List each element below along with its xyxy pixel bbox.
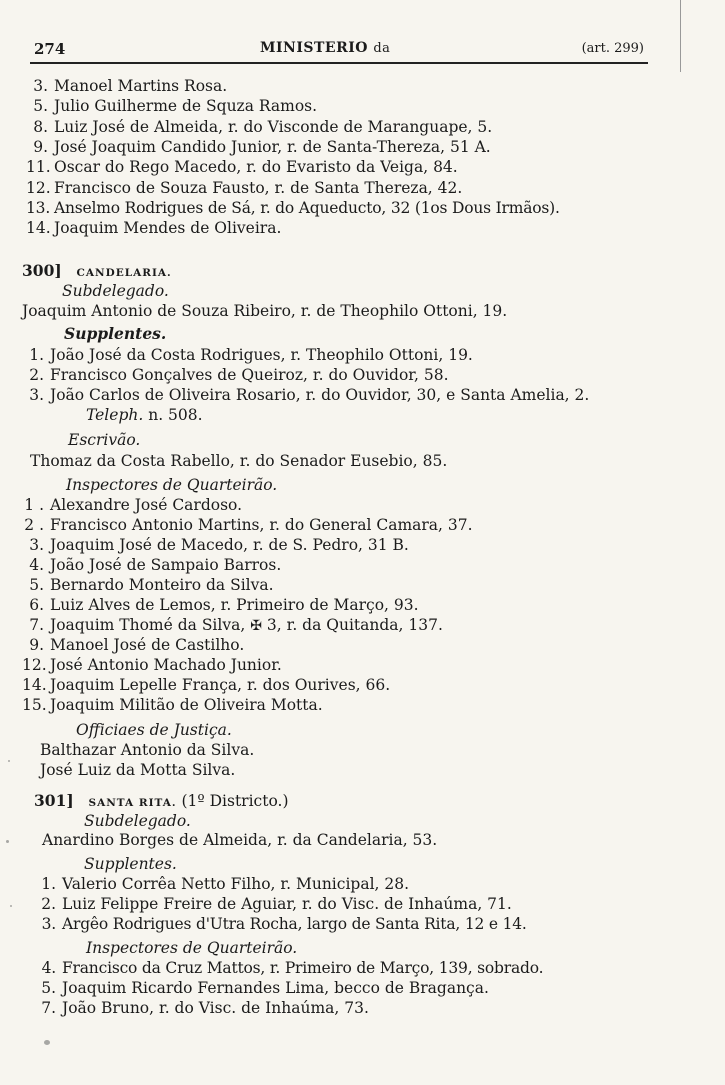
- item-number: 7.: [29, 616, 44, 634]
- district-label: (1º Districto.): [181, 792, 289, 810]
- subdelegado-heading: Subdelegado.: [62, 282, 169, 300]
- item-number: 12.: [26, 179, 51, 197]
- item-number: 13.: [26, 199, 51, 217]
- list-item: [34, 978, 489, 998]
- item-text: Bernardo Monteiro da Silva.: [50, 576, 274, 594]
- item-text: Francisco de Souza Fausto, r. de Santa Thereza, 42.: [54, 179, 463, 197]
- item-text: Joaquim Ricardo Fernandes Lima, becco de Bragança.: [62, 979, 489, 997]
- item-text-continued: 3, r. da Quitanda, 137.: [266, 616, 443, 634]
- section-number: 300]: [22, 261, 62, 280]
- item-number: 14.: [22, 676, 47, 694]
- item-text: Luiz Alves de Lemos, r. Primeiro de Março, 93.: [50, 596, 419, 614]
- item-text: Julio Guilherme de Squza Ramos.: [54, 97, 318, 115]
- telephone-number: n. 508.: [148, 406, 203, 424]
- item-number: 1.: [41, 875, 56, 893]
- article-reference: (art. 299): [581, 41, 644, 56]
- item-number: 9.: [29, 636, 44, 654]
- list-item: [22, 635, 244, 655]
- list-item: [26, 157, 458, 177]
- item-number: 5.: [33, 97, 48, 115]
- item-text: Francisco Gonçalves de Queiroz, r. do Ouvidor, 58.: [50, 366, 449, 384]
- subdelegado-name: Joaquim Antonio de Souza Ribeiro, r. de Theophilo Ottoni, 19.: [22, 302, 508, 320]
- list-item: [22, 655, 282, 675]
- subdelegado-name: Anardino Borges de Almeida, r. da Candelaria, 53.: [42, 831, 438, 849]
- list-item: [26, 178, 462, 198]
- item-text: José Joaquim Candido Junior, r. de Santa-Thereza, 51 A.: [54, 138, 491, 156]
- item-number: 15.: [22, 696, 47, 714]
- item-text: Manoel Martins Rosa.: [54, 77, 228, 95]
- item-text: José Antonio Machado Junior.: [50, 656, 282, 674]
- running-title-small: da: [373, 41, 391, 56]
- item-number: 4.: [29, 556, 44, 574]
- inspectores-heading: Inspectores de Quarteirão.: [86, 939, 298, 957]
- item-number: 5.: [29, 576, 44, 594]
- item-number: 2 .: [24, 516, 44, 534]
- item-text: João José de Sampaio Barros.: [50, 556, 282, 574]
- list-item: [26, 137, 491, 157]
- list-item: [22, 495, 242, 515]
- page-number: 274: [34, 40, 66, 58]
- item-number: 3.: [29, 536, 44, 554]
- item-number: 8.: [33, 118, 48, 136]
- list-item: [22, 555, 281, 575]
- item-number: 3.: [29, 386, 44, 404]
- item-text: Joaquim Mendes de Oliveira.: [54, 219, 282, 237]
- section-heading: [22, 261, 172, 283]
- subdelegado-heading: Subdelegado.: [84, 812, 191, 830]
- page-speck: [6, 840, 9, 843]
- telephone-line: [86, 405, 203, 425]
- running-title-text: MINISTERIO: [260, 40, 368, 56]
- running-title: [260, 40, 390, 56]
- item-number: 1.: [29, 346, 44, 364]
- item-number: 2.: [41, 895, 56, 913]
- officiaes-heading: Officiaes de Justiça.: [76, 721, 232, 739]
- item-number: 12.: [22, 656, 47, 674]
- item-text: Joaquim Thomé da Silva,: [50, 616, 246, 634]
- list-item: [22, 385, 589, 405]
- item-number: 2.: [29, 366, 44, 384]
- list-item: [34, 958, 543, 978]
- maltese-cross-icon: ✠: [250, 618, 262, 634]
- list-item: [34, 894, 512, 914]
- list-item: [22, 675, 390, 695]
- item-text: Francisco da Cruz Mattos, r. Primeiro de Março, 139, sobrado.: [62, 959, 544, 977]
- item-text: Luiz Felippe Freire de Aguiar, r. do Visc. de Inhaúma, 71.: [62, 895, 512, 913]
- page-speck: [10, 905, 12, 907]
- item-text: Joaquim Lepelle França, r. dos Ourives, 66.: [50, 676, 391, 694]
- page-speck: [8, 760, 10, 762]
- item-text: João José da Costa Rodrigues, r. Theophilo Ottoni, 19.: [50, 346, 473, 364]
- item-text: Anselmo Rodrigues de Sá, r. do Aqueducto, 32 (1os Dous Irmãos).: [54, 199, 560, 217]
- list-item: [34, 998, 369, 1018]
- list-item: [22, 695, 323, 715]
- item-text: Manoel José de Castilho.: [50, 636, 245, 654]
- item-text: Joaquim Militão de Oliveira Motta.: [50, 696, 323, 714]
- item-number: 1 .: [24, 496, 44, 514]
- list-item: [34, 874, 409, 894]
- item-number: 14.: [26, 219, 51, 237]
- item-number: 9.: [33, 138, 48, 156]
- list-item: [22, 365, 449, 385]
- list-item: [22, 515, 473, 535]
- section-number: 301]: [34, 791, 74, 810]
- item-text: Argêo Rodrigues d'Utra Rocha, largo de Santa Rita, 12 e 14.: [62, 915, 527, 933]
- officiaes-name: José Luiz da Motta Silva.: [40, 761, 236, 779]
- item-number: 5.: [41, 979, 56, 997]
- list-item: [26, 76, 227, 96]
- item-number: 4.: [41, 959, 56, 977]
- supplentes-heading: Supplentes.: [64, 324, 167, 343]
- item-text: Alexandre José Cardoso.: [50, 496, 243, 514]
- page-speck: [44, 1040, 50, 1045]
- list-item: [22, 575, 274, 595]
- supplentes-heading: Supplentes.: [84, 855, 177, 873]
- list-item: [26, 96, 317, 116]
- list-item: [26, 117, 492, 137]
- list-item: [22, 535, 409, 555]
- section-name: SANTA RITA.: [88, 797, 177, 809]
- item-text: João Carlos de Oliveira Rosario, r. do Ouvidor, 30, e Santa Amelia, 2.: [50, 386, 590, 404]
- list-item: [22, 595, 419, 615]
- item-text: Joaquim José de Macedo, r. de S. Pedro, 31 B.: [50, 536, 409, 554]
- escrivao-heading: Escrivão.: [68, 431, 141, 449]
- section-name: CANDELARIA.: [76, 267, 172, 279]
- item-text: Francisco Antonio Martins, r. do General Camara, 37.: [50, 516, 473, 534]
- officiaes-name: Balthazar Antonio da Silva.: [40, 741, 255, 759]
- item-number: 3.: [33, 77, 48, 95]
- item-number: 7.: [41, 999, 56, 1017]
- item-number: 3.: [41, 915, 56, 933]
- item-text: Oscar do Rego Macedo, r. do Evaristo da Veiga, 84.: [54, 158, 458, 176]
- item-text: Valerio Corrêa Netto Filho, r. Municipal, 28.: [62, 875, 410, 893]
- list-item: [26, 198, 560, 218]
- item-number: 11.: [26, 158, 51, 176]
- section-heading: [34, 791, 289, 813]
- list-item: [22, 615, 443, 636]
- page-header: [30, 38, 648, 64]
- escrivao-name: Thomaz da Costa Rabello, r. do Senador Eusebio, 85.: [30, 452, 448, 470]
- list-item: [34, 914, 527, 934]
- item-number: 6.: [29, 596, 44, 614]
- margin-rule: [680, 0, 681, 72]
- item-text: Luiz José de Almeida, r. do Visconde de Maranguape, 5.: [54, 118, 493, 136]
- list-item: [22, 345, 473, 365]
- item-text: João Bruno, r. do Visc. de Inhaúma, 73.: [62, 999, 369, 1017]
- list-item: [26, 218, 281, 238]
- telephone-label: Teleph.: [86, 406, 144, 424]
- inspectores-heading: Inspectores de Quarteirão.: [66, 476, 278, 494]
